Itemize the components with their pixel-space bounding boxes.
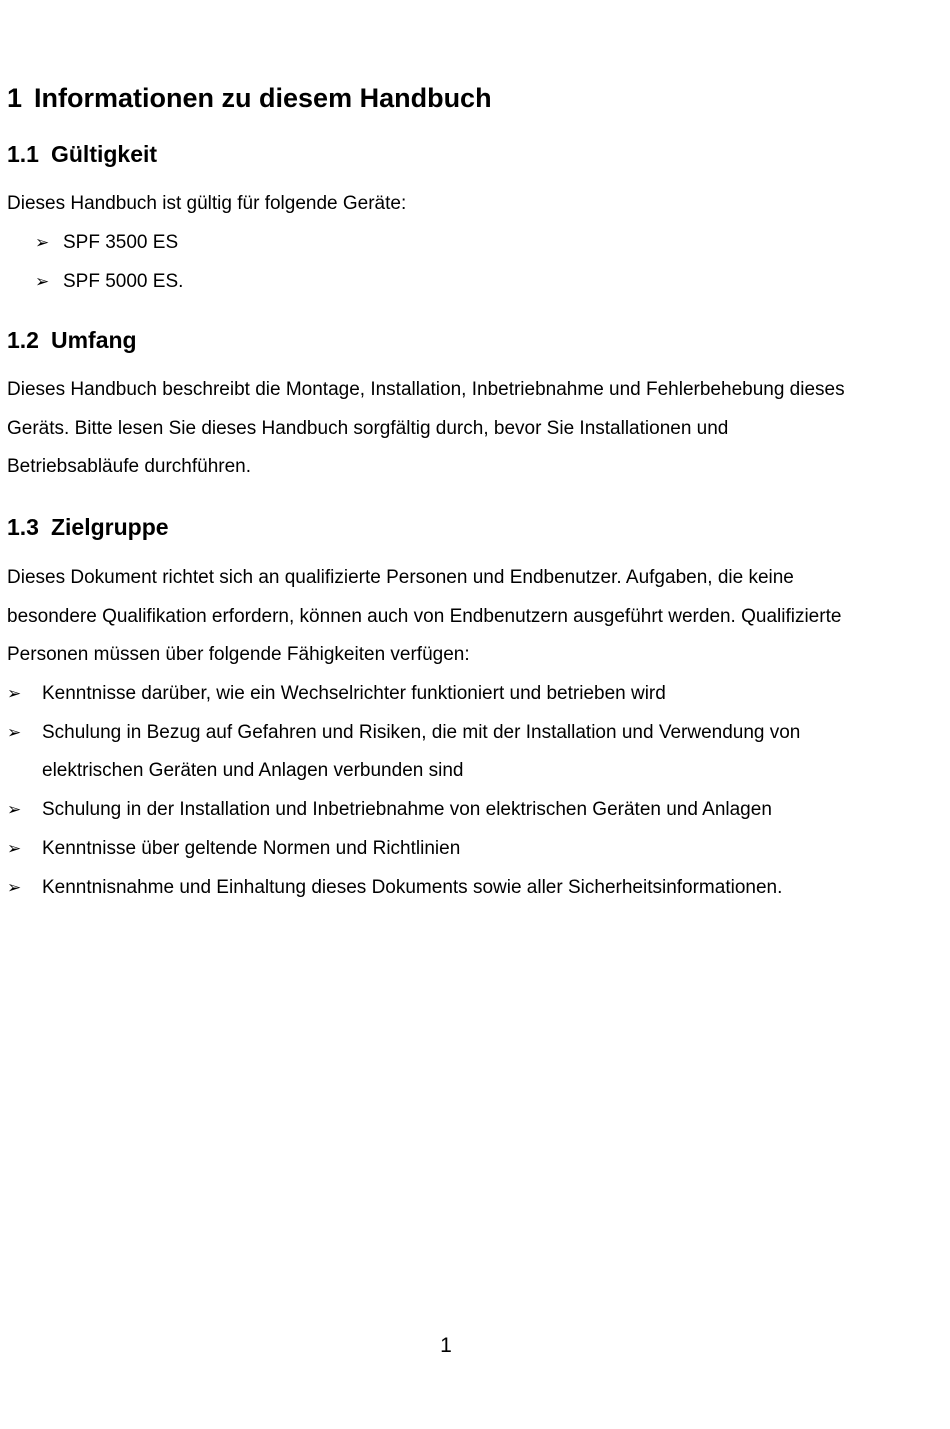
paragraph-line: Dieses Handbuch beschreibt die Montage, Installation, Inbetriebnahme und Fehlerbehebung dieses (7, 379, 845, 400)
paragraph-line: Betriebsabläufe durchführen. (7, 456, 251, 478)
list-item (7, 714, 902, 791)
arrow-bullet-icon: ➢ (7, 722, 22, 742)
section-title: Zielgruppe (50, 514, 169, 540)
paragraph-line: Geräts. Bitte lesen Sie dieses Handbuch sorgfältig durch, bevor Sie Installationen und (7, 417, 729, 439)
list-item-text: Kenntnisnahme und Einhaltung dieses Dokuments sowie aller Sicherheitsinformationen. (42, 876, 783, 898)
list-item-text: SPF 5000 ES. (63, 270, 184, 292)
section-number: 1.3 (7, 514, 39, 540)
arrow-bullet-icon: ➢ (7, 877, 22, 897)
list-item (7, 791, 902, 830)
target-group-paragraph (7, 559, 907, 675)
chapter-heading (7, 80, 492, 116)
section-title: Umfang (50, 327, 137, 353)
list-item (7, 869, 902, 908)
section-number: 1.1 (7, 141, 39, 167)
scope-paragraph (7, 371, 907, 487)
paragraph-line: besondere Qualifikation erfordern, können auch von Endbenutzern ausgeführt werden. Qualifizierte (7, 605, 842, 627)
section-number: 1.2 (7, 327, 39, 353)
section-heading-target-group (7, 512, 169, 542)
chapter-title: Informationen zu diesem Handbuch (34, 83, 492, 113)
list-item-text: Schulung in Bezug auf Gefahren und Risiken, die mit der Installation und Verwendung von elektrischen Geräten und Anlagen verbunden sind (42, 721, 801, 782)
paragraph-line: Dieses Dokument richtet sich an qualifizierte Personen und Endbenutzer. Aufgaben, die keine (7, 567, 794, 588)
arrow-bullet-icon: ➢ (35, 233, 50, 252)
list-item (35, 263, 763, 302)
list-item-text: Kenntnisse über geltende Normen und Richtlinien (42, 837, 461, 859)
device-list (35, 224, 763, 301)
section-heading-validity (7, 139, 157, 169)
paragraph-line: Personen müssen über folgende Fähigkeiten verfügen: (7, 644, 470, 666)
skills-list (7, 675, 902, 907)
validity-paragraph: Dieses Handbuch ist gültig für folgende Geräte: (7, 193, 407, 214)
list-item-text: Kenntnisse darüber, wie ein Wechselrichter funktioniert und betrieben wird (42, 683, 666, 704)
list-item-text: SPF 3500 ES (63, 232, 179, 253)
list-item (7, 675, 902, 714)
arrow-bullet-icon: ➢ (7, 684, 22, 703)
section-heading-scope (7, 325, 137, 355)
list-item (35, 224, 763, 263)
page-number: 1 (440, 1334, 452, 1357)
arrow-bullet-icon: ➢ (7, 800, 22, 820)
section-title: Gültigkeit (50, 141, 158, 167)
list-item (7, 830, 902, 869)
chapter-number: 1 (7, 83, 23, 113)
arrow-bullet-icon: ➢ (7, 838, 22, 858)
list-item-text: Schulung in der Installation und Inbetriebnahme von elektrischen Geräten und Anlagen (42, 799, 772, 821)
arrow-bullet-icon: ➢ (35, 271, 50, 291)
